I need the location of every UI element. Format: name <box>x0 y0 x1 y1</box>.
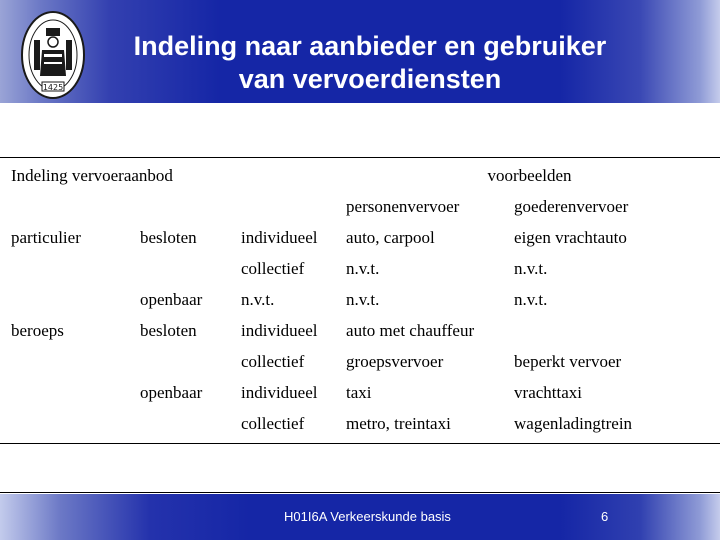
cell-goods-example <box>510 315 713 346</box>
footer-page-number: 6 <box>601 509 609 524</box>
slide-title-line1: Indeling naar aanbieder en gebruiker <box>133 31 607 61</box>
seal-year: 1425 <box>42 83 64 92</box>
table-row <box>7 284 713 315</box>
cell-passenger-example: n.v.t. <box>346 289 380 309</box>
cell-access <box>136 346 237 377</box>
cell-user: collectief <box>241 258 305 278</box>
cell-passenger-example: metro, treintaxi <box>346 413 451 433</box>
cell-goods-example: n.v.t. <box>514 258 548 278</box>
cell-provider: particulier <box>11 227 81 247</box>
cell-goods-example: eigen vrachtauto <box>514 227 627 247</box>
cell-user: individueel <box>241 227 318 247</box>
table-subheader-row <box>7 191 713 222</box>
cell-user: individueel <box>241 320 318 340</box>
cell-passenger-example: n.v.t. <box>346 258 380 278</box>
cell-provider <box>7 377 136 408</box>
col-goods-transport: goederenvervoer <box>514 196 629 216</box>
cell-passenger-example: auto met chauffeur <box>346 320 475 340</box>
cell-access: openbaar <box>140 289 203 309</box>
slide-title-line2: van vervoerdiensten <box>238 64 502 94</box>
transport-classification-table <box>7 160 713 439</box>
cell-provider <box>7 408 136 439</box>
cell-goods-example: n.v.t. <box>514 289 548 309</box>
cell-passenger-example: groepsvervoer <box>346 351 444 371</box>
table-row <box>7 346 713 377</box>
cell-goods-example: vrachttaxi <box>514 382 582 402</box>
cell-user: collectief <box>241 413 305 433</box>
table-row <box>7 222 713 253</box>
table-row <box>7 253 713 284</box>
table-row <box>7 315 713 346</box>
cell-provider <box>7 346 136 377</box>
cell-provider <box>7 284 136 315</box>
footer-rule <box>0 492 720 493</box>
table-header-row <box>7 160 713 191</box>
footer-course-title: H01I6A Verkeerskunde basis <box>284 509 451 524</box>
table-row <box>7 377 713 408</box>
header-classification: Indeling vervoeraanbod <box>11 165 173 185</box>
cell-access: besloten <box>140 320 197 340</box>
cell-user: n.v.t. <box>241 289 275 309</box>
cell-access: besloten <box>140 227 197 247</box>
cell-access: openbaar <box>140 382 203 402</box>
cell-provider <box>7 253 136 284</box>
table-bottom-rule <box>0 443 720 444</box>
cell-goods-example: wagenladingtrein <box>514 413 633 433</box>
col-passenger-transport: personenvervoer <box>346 196 460 216</box>
table-top-rule <box>0 157 720 158</box>
table-row <box>7 408 713 439</box>
cell-user: collectief <box>241 351 305 371</box>
cell-goods-example: beperkt vervoer <box>514 351 622 371</box>
header-examples: voorbeelden <box>487 165 572 185</box>
cell-access <box>136 408 237 439</box>
cell-passenger-example: taxi <box>346 382 372 402</box>
cell-access <box>136 253 237 284</box>
cell-passenger-example: auto, carpool <box>346 227 435 247</box>
slide-title <box>60 30 680 96</box>
cell-provider: beroeps <box>11 320 64 340</box>
cell-user: individueel <box>241 382 318 402</box>
